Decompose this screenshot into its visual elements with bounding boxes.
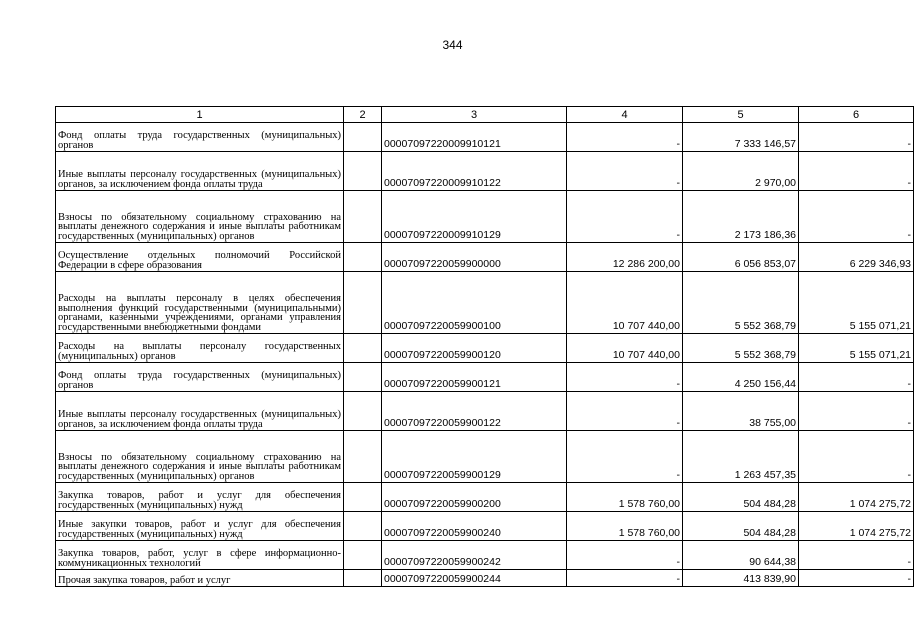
row-name: Фонд оплаты труда государственных (муниципальных) органов — [56, 363, 344, 392]
row-value-col6: - — [799, 123, 914, 152]
row-value-col5: 38 755,00 — [683, 392, 799, 431]
row-value-col4: 1 578 760,00 — [567, 483, 683, 512]
row-code: 00007097220059900121 — [382, 363, 567, 392]
row-col2 — [344, 243, 382, 272]
row-code: 00007097220059900200 — [382, 483, 567, 512]
row-value-col5: 4 250 156,44 — [683, 363, 799, 392]
table-row — [56, 541, 914, 570]
row-name: Иные выплаты персоналу государственных (муниципальных) органов, за исключением фонда оплаты труда — [56, 392, 344, 431]
row-value-col6: 1 074 275,72 — [799, 512, 914, 541]
row-value-col6: 1 074 275,72 — [799, 483, 914, 512]
column-header: 6 — [799, 107, 914, 123]
table-row — [56, 334, 914, 363]
row-code: 00007097220059900129 — [382, 431, 567, 483]
table-row — [56, 431, 914, 483]
row-value-col6: - — [799, 392, 914, 431]
row-name: Осуществление отдельных полномочий Российской Федерации в сфере образования — [56, 243, 344, 272]
page-number: 344 — [442, 38, 463, 52]
row-code: 00007097220059900240 — [382, 512, 567, 541]
row-col2 — [344, 152, 382, 191]
row-code: 00007097220059900000 — [382, 243, 567, 272]
row-code: 00007097220059900100 — [382, 272, 567, 334]
table-row — [56, 243, 914, 272]
row-col2 — [344, 431, 382, 483]
row-col2 — [344, 123, 382, 152]
row-value-col6: - — [799, 152, 914, 191]
row-value-col5: 413 839,90 — [683, 570, 799, 587]
row-value-col5: 1 263 457,35 — [683, 431, 799, 483]
row-name: Закупка товаров, работ и услуг для обеспечения государственных (муниципальных) нужд — [56, 483, 344, 512]
row-value-col6: - — [799, 191, 914, 243]
budget-table — [55, 106, 914, 587]
row-col2 — [344, 570, 382, 587]
table-row — [56, 272, 914, 334]
row-name: Иные выплаты персоналу государственных (муниципальных) органов, за исключением фонда оплаты труда — [56, 152, 344, 191]
row-col2 — [344, 191, 382, 243]
row-value-col5: 6 056 853,07 — [683, 243, 799, 272]
column-header: 1 — [56, 107, 344, 123]
table-row — [56, 570, 914, 587]
column-header: 2 — [344, 107, 382, 123]
table-row — [56, 191, 914, 243]
row-col2 — [344, 334, 382, 363]
row-value-col4: - — [567, 570, 683, 587]
row-value-col5: 2 173 186,36 — [683, 191, 799, 243]
row-code: 00007097220059900122 — [382, 392, 567, 431]
column-header: 5 — [683, 107, 799, 123]
row-value-col6: - — [799, 363, 914, 392]
row-value-col4: - — [567, 392, 683, 431]
row-value-col5: 504 484,28 — [683, 512, 799, 541]
row-value-col4: - — [567, 123, 683, 152]
row-value-col5: 2 970,00 — [683, 152, 799, 191]
row-value-col4: 1 578 760,00 — [567, 512, 683, 541]
row-col2 — [344, 272, 382, 334]
row-col2 — [344, 512, 382, 541]
row-code: 00007097220059900242 — [382, 541, 567, 570]
row-value-col6: - — [799, 541, 914, 570]
row-value-col6: - — [799, 570, 914, 587]
row-value-col4: - — [567, 363, 683, 392]
row-code: 00007097220009910129 — [382, 191, 567, 243]
row-value-col4: - — [567, 152, 683, 191]
row-code: 00007097220059900120 — [382, 334, 567, 363]
row-name: Прочая закупка товаров, работ и услуг — [56, 570, 344, 587]
row-value-col4: 10 707 440,00 — [567, 334, 683, 363]
row-value-col6: - — [799, 431, 914, 483]
row-col2 — [344, 483, 382, 512]
row-name: Расходы на выплаты персоналу государственных (муниципальных) органов — [56, 334, 344, 363]
table-row — [56, 512, 914, 541]
row-value-col5: 5 552 368,79 — [683, 272, 799, 334]
row-value-col6: 6 229 346,93 — [799, 243, 914, 272]
row-name: Фонд оплаты труда государственных (муниципальных) органов — [56, 123, 344, 152]
row-value-col5: 7 333 146,57 — [683, 123, 799, 152]
column-header: 4 — [567, 107, 683, 123]
row-value-col4: 12 286 200,00 — [567, 243, 683, 272]
row-value-col4: - — [567, 541, 683, 570]
row-value-col6: 5 155 071,21 — [799, 272, 914, 334]
table-row — [56, 152, 914, 191]
row-value-col5: 504 484,28 — [683, 483, 799, 512]
row-code: 00007097220059900244 — [382, 570, 567, 587]
table-header-row — [56, 107, 914, 123]
row-value-col5: 90 644,38 — [683, 541, 799, 570]
row-value-col5: 5 552 368,79 — [683, 334, 799, 363]
row-col2 — [344, 363, 382, 392]
row-name: Расходы на выплаты персоналу в целях обеспечения выполнения функций государственными (муниципальными) органами, казенными учреждениями, органами управления государственными внебюджетными фондами — [56, 272, 344, 334]
table-row — [56, 363, 914, 392]
row-value-col6: 5 155 071,21 — [799, 334, 914, 363]
row-name: Закупка товаров, работ, услуг в сфере информационно-коммуникационных технологий — [56, 541, 344, 570]
row-value-col4: 10 707 440,00 — [567, 272, 683, 334]
table-row — [56, 483, 914, 512]
table-row — [56, 123, 914, 152]
column-header: 3 — [382, 107, 567, 123]
row-value-col4: - — [567, 431, 683, 483]
table-row — [56, 392, 914, 431]
row-col2 — [344, 392, 382, 431]
row-code: 00007097220009910122 — [382, 152, 567, 191]
row-name: Иные закупки товаров, работ и услуг для обеспечения государственных (муниципальных) нужд — [56, 512, 344, 541]
row-col2 — [344, 541, 382, 570]
row-name: Взносы по обязательному социальному страхованию на выплаты денежного содержания и иные выплаты работникам государственных (муниципальных) органов — [56, 431, 344, 483]
row-value-col4: - — [567, 191, 683, 243]
row-name: Взносы по обязательному социальному страхованию на выплаты денежного содержания и иные выплаты работникам государственных (муниципальных) органов — [56, 191, 344, 243]
row-code: 00007097220009910121 — [382, 123, 567, 152]
